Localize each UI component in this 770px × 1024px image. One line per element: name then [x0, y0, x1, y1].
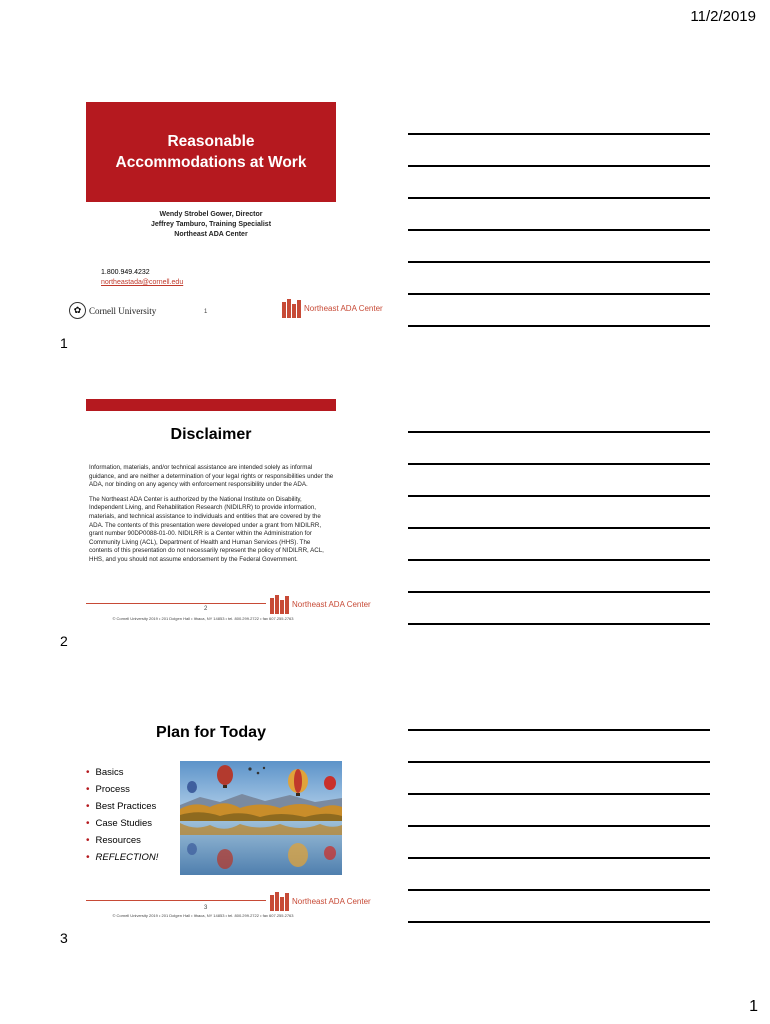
slide-3-title: Plan for Today — [156, 724, 266, 741]
list-item: • Resources — [86, 832, 158, 849]
note-line — [408, 623, 710, 625]
note-line — [408, 761, 710, 763]
list-item: • Basics — [86, 764, 158, 781]
slide-1-title-line2: Accommodations at Work — [115, 154, 307, 171]
balloons-photo — [180, 761, 342, 875]
note-line — [408, 261, 710, 263]
disclaimer-paragraph-1: Information, materials, and/or technical assistance are intended solely as informal guidance, and are neither a determination of your legal rights or responsibilities under the ADA, nor binding on any agency with enforcement responsibility under the ADA. — [89, 464, 334, 489]
cornell-name: Cornell University — [89, 305, 157, 316]
note-line — [408, 165, 710, 167]
slide-number-2: 2 — [60, 633, 68, 649]
slide-3-footer-rule — [86, 900, 266, 901]
note-line — [408, 197, 710, 199]
note-line — [408, 559, 710, 561]
slide-number-1: 1 — [60, 335, 68, 351]
ada-logo-icon — [282, 299, 301, 318]
print-date: 11/2/2019 — [690, 8, 756, 25]
presenters — [86, 210, 336, 240]
list-item: • Best Practices — [86, 798, 158, 815]
presenter-2: Jeffrey Tamburo, Training Specialist — [150, 221, 272, 228]
ada-logo-text: Northeast ADA Center — [292, 600, 371, 609]
slide-2-title: Disclaimer — [170, 426, 252, 443]
ada-logo-icon — [270, 595, 289, 614]
list-item: • Process — [86, 781, 158, 798]
note-line — [408, 463, 710, 465]
note-line — [408, 229, 710, 231]
presenter-3: Northeast ADA Center — [174, 231, 248, 238]
list-item: • Case Studies — [86, 815, 158, 832]
note-line — [408, 133, 710, 135]
note-line — [408, 591, 710, 593]
email-link[interactable]: northeastada@cornell.edu — [101, 279, 184, 286]
disclaimer-paragraph-2: The Northeast ADA Center is authorized by the National Institute on Disability, Independent Living, and Rehabilitation Research (NIDILRR) to provide information, materials, and technical assistance to individuals and entities that are covered by the ADA. The contents of this presentation were developed under a grant from NIDILRR, grant number 90DP0088-01-00. NIDILRR is a Center within the Administration for Community Living (ACL), Department of Health and Human Services (HHS). The contents of this presentation do not necessarily represent the policy of NIDILRR, ACL, HHS, and you should not assume endorsement by the Federal Government. — [89, 495, 324, 563]
presenter-1: Wendy Strobel Gower, Director — [159, 211, 263, 218]
page-number: 1 — [749, 998, 758, 1015]
ada-logo-text: Northeast ADA Center — [304, 304, 383, 313]
slide-2-footer-rule — [86, 603, 266, 604]
note-line — [408, 325, 710, 327]
slide-1-inner-number: 1 — [204, 309, 208, 315]
note-line — [408, 793, 710, 795]
note-line — [408, 857, 710, 859]
note-line — [408, 825, 710, 827]
ada-logo-icon — [270, 892, 289, 911]
note-line — [408, 293, 710, 295]
note-line — [408, 495, 710, 497]
phone-number: 1.800.949.4232 — [101, 269, 150, 276]
cornell-seal-icon: ✿ — [69, 302, 86, 319]
agenda-list — [86, 764, 158, 866]
note-line — [408, 431, 710, 433]
note-line — [408, 527, 710, 529]
disclaimer-text — [89, 464, 334, 571]
ada-logo — [270, 595, 371, 614]
ada-logo — [282, 299, 383, 318]
slide-1-title-box — [86, 102, 336, 202]
note-line — [408, 889, 710, 891]
slide-2-footer: © Cornell University 2019 • 201 Dolgen Hall • Ithaca, NY 14853 • tel. 800.299.2722 • fax 607.255.2763 — [112, 616, 294, 621]
slide-number-3: 3 — [60, 930, 68, 946]
ada-logo — [270, 892, 371, 911]
note-line — [408, 729, 710, 731]
list-item: • REFLECTION! — [86, 849, 158, 866]
note-line — [408, 921, 710, 923]
slide-2-header-bar — [86, 399, 336, 411]
cornell-logo — [69, 302, 156, 319]
slide-3-footer: © Cornell University 2019 • 201 Dolgen Hall • Ithaca, NY 14853 • tel. 800.299.2722 • fax 607.255.2763 — [112, 913, 294, 918]
contact-info — [101, 268, 183, 288]
slide-2-inner-number: 2 — [204, 606, 208, 612]
ada-logo-text: Northeast ADA Center — [292, 897, 371, 906]
slide-3-inner-number: 3 — [204, 905, 208, 911]
slide-1-title-line1: Reasonable — [167, 133, 255, 150]
